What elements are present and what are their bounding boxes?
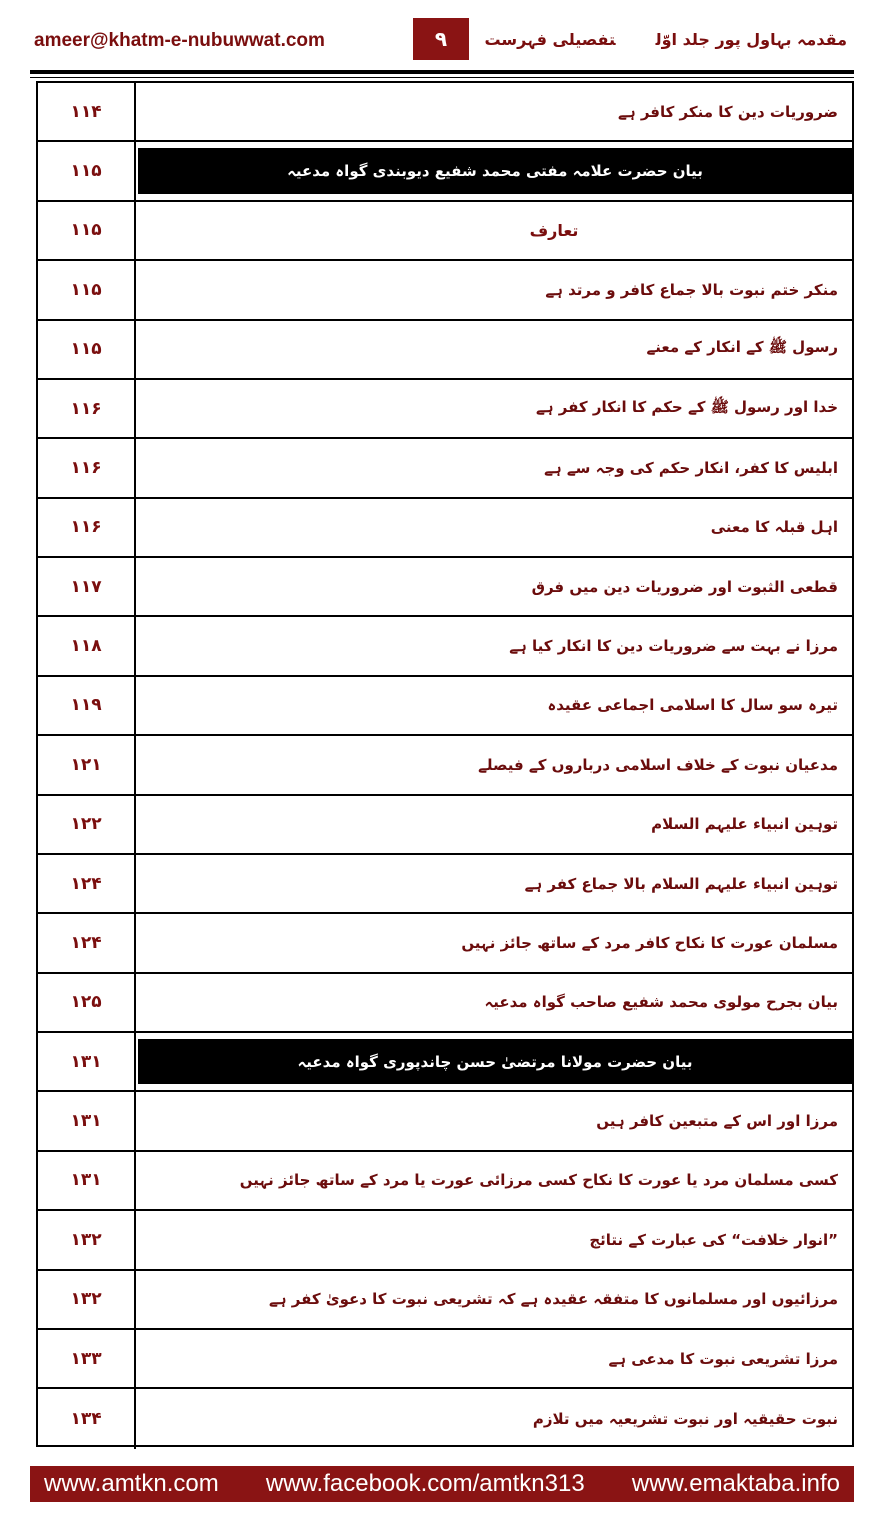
toc-row — [38, 1389, 852, 1448]
toc-page-number: ۱۲۵ — [38, 974, 136, 1031]
toc-entry — [136, 796, 852, 853]
toc-row — [38, 1271, 852, 1330]
page-header — [0, 0, 881, 70]
footer-banner — [30, 1466, 854, 1502]
header-rule-thin — [30, 77, 854, 78]
toc-entry-text: قطعی الثبوت اور ضروریات دین میں فرق — [531, 577, 838, 596]
toc-entry-text: ”انوار خلافت“ کی عبارت کے نتائج — [589, 1230, 838, 1249]
book-title — [484, 30, 847, 49]
toc-entry — [136, 736, 852, 793]
toc-page-number: ۱۱۹ — [38, 677, 136, 734]
toc-heading-text: بیان حضرت مولانا مرتضیٰ حسن چاندپوری گواہ مدعیہ — [297, 1052, 693, 1071]
toc-page-number: ۱۳۱ — [38, 1033, 136, 1090]
toc-page-number: ۱۳۲ — [38, 1271, 136, 1328]
toc-entry-text: منکر ختم نبوت بالا جماع کافر و مرتد ہے — [545, 280, 838, 299]
toc-heading-text: بیان حضرت علامہ مفتی محمد شفیع دیوبندی گواہ مدعیہ — [287, 162, 703, 181]
toc-page-number: ۱۲۱ — [38, 736, 136, 793]
toc-entry-text: مرزا اور اس کے متبعین کافر ہیں — [596, 1112, 838, 1131]
toc-entry — [136, 1152, 852, 1209]
table-of-contents — [36, 81, 854, 1447]
toc-entry-text: نبوت حقیقیہ اور نبوت تشریعیہ میں تلازم — [532, 1409, 838, 1428]
toc-entry-text: ابلیس کا کفر، انکار حکم کی وجہ سے ہے — [544, 458, 838, 477]
toc-page-number: ۱۱۶ — [38, 439, 136, 496]
toc-page-number: ۱۱۶ — [38, 499, 136, 556]
toc-entry-text: ضروریات دین کا منکر کافر ہے — [618, 102, 838, 121]
toc-entry — [136, 558, 852, 615]
toc-page-number: ۱۳۱ — [38, 1152, 136, 1209]
toc-entry-text: خدا اور رسول ﷺ کے حکم کا انکار کفر ہے — [536, 397, 838, 416]
toc-entry — [136, 1271, 852, 1328]
toc-entry — [136, 321, 852, 378]
toc-row — [38, 736, 852, 795]
toc-row — [38, 914, 852, 973]
toc-entry — [136, 855, 852, 912]
toc-entry — [136, 499, 852, 556]
toc-entry — [136, 439, 852, 496]
toc-row-subheading — [38, 202, 852, 261]
toc-row — [38, 380, 852, 439]
toc-row — [38, 677, 852, 736]
toc-row-heading — [38, 142, 852, 201]
toc-row — [38, 855, 852, 914]
toc-entry-text: رسول ﷺ کے انکار کے معنے — [646, 338, 838, 357]
toc-page-number: ۱۳۴ — [38, 1389, 136, 1448]
toc-row — [38, 558, 852, 617]
toc-entry — [136, 914, 852, 971]
toc-entry — [136, 1211, 852, 1268]
toc-subheading-text: تعارف — [529, 220, 579, 240]
toc-row — [38, 439, 852, 498]
section-title: تفصیلی فہرست — [484, 30, 616, 49]
toc-page-number: ۱۱۸ — [38, 617, 136, 674]
toc-entry — [136, 1092, 852, 1149]
toc-page-number: ۱۱۷ — [38, 558, 136, 615]
toc-row — [38, 1152, 852, 1211]
toc-page-number: ۱۲۴ — [38, 855, 136, 912]
book-title-text: مقدمہ بہاول پور جلد اوّل — [655, 30, 847, 49]
footer-link-emaktaba[interactable]: www.emaktaba.info — [631, 1470, 840, 1497]
toc-subheading — [136, 202, 852, 259]
toc-row — [38, 321, 852, 380]
toc-entry — [136, 83, 852, 140]
toc-page-number: ۱۳۲ — [38, 1211, 136, 1268]
footer-link-facebook[interactable]: www.facebook.com/amtkn313 — [265, 1470, 585, 1497]
toc-entry-text: توہین انبیاء علیہم السلام — [651, 815, 838, 834]
toc-row — [38, 617, 852, 676]
toc-entry-text: مرزا نے بہت سے ضروریات دین کا انکار کیا ہے — [509, 637, 838, 656]
toc-page-number: ۱۱۵ — [38, 142, 136, 199]
toc-row — [38, 83, 852, 142]
toc-entry-text: کسی مسلمان مرد یا عورت کا نکاح کسی مرزائی عورت یا مرد کے ساتھ جائز نہیں — [239, 1171, 838, 1190]
toc-entry-text: مسلمان عورت کا نکاح کافر مرد کے ساتھ جائز نہیں — [461, 933, 838, 952]
toc-entry — [136, 1330, 852, 1387]
toc-page-number: ۱۳۱ — [38, 1092, 136, 1149]
header-email[interactable]: ameer@khatm-e-nubuwwat.com — [34, 30, 325, 51]
toc-row — [38, 1092, 852, 1151]
toc-row-heading — [38, 1033, 852, 1092]
toc-entry — [136, 380, 852, 437]
toc-page-number: ۱۱۵ — [38, 261, 136, 318]
toc-entry — [136, 974, 852, 1031]
toc-entry-text: اہل قبلہ کا معنی — [710, 518, 838, 537]
toc-page-number: ۱۱۵ — [38, 321, 136, 378]
toc-row — [38, 974, 852, 1033]
toc-entry-text: مرزا تشریعی نبوت کا مدعی ہے — [608, 1349, 838, 1368]
toc-row — [38, 499, 852, 558]
header-rule-thick — [30, 70, 854, 74]
page-number-badge: ۹ — [413, 18, 469, 60]
toc-row — [38, 1330, 852, 1389]
toc-entry-text: تیرہ سو سال کا اسلامی اجماعی عقیدہ — [547, 696, 838, 715]
toc-page-number: ۱۱۴ — [38, 83, 136, 140]
toc-row — [38, 261, 852, 320]
toc-heading — [138, 1039, 852, 1084]
toc-page-number: ۱۳۳ — [38, 1330, 136, 1387]
toc-entry — [136, 617, 852, 674]
toc-page-number: ۱۱۶ — [38, 380, 136, 437]
footer-link-amtkn[interactable]: www.amtkn.com — [44, 1470, 219, 1497]
toc-entry-text: توہین انبیاء علیہم السلام بالا جماع کفر ہے — [524, 874, 838, 893]
toc-row — [38, 1211, 852, 1270]
toc-page-number: ۱۱۵ — [38, 202, 136, 259]
toc-page-number: ۱۲۲ — [38, 796, 136, 853]
toc-entry-text: مدعیان نبوت کے خلاف اسلامی درباروں کے فیصلے — [478, 755, 838, 774]
toc-entry — [136, 677, 852, 734]
toc-entry — [136, 261, 852, 318]
toc-entry-text: بیان بجرح مولوی محمد شفیع صاحب گواہ مدعیہ — [484, 993, 838, 1012]
toc-entry — [136, 1389, 852, 1448]
toc-page-number: ۱۲۴ — [38, 914, 136, 971]
toc-entry-text: مرزائیوں اور مسلمانوں کا متفقہ عقیدہ ہے کہ تشریعی نبوت کا دعویٰ کفر ہے — [268, 1290, 838, 1309]
toc-row — [38, 796, 852, 855]
toc-heading — [138, 148, 852, 193]
